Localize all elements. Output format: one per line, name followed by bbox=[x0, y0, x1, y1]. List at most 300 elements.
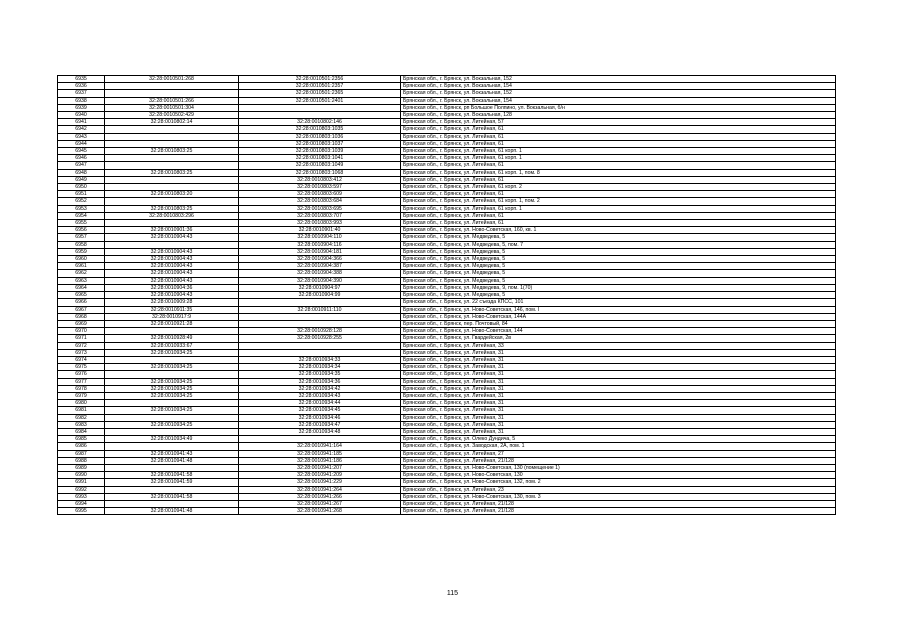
building-cadastral-cell bbox=[239, 320, 401, 327]
building-cadastral-cell: 32:28:0010803:1049 bbox=[239, 162, 401, 169]
row-number-cell: 6988 bbox=[58, 457, 105, 464]
row-number-cell: 6949 bbox=[58, 176, 105, 183]
row-number-cell: 6946 bbox=[58, 155, 105, 162]
table-row bbox=[58, 227, 836, 234]
table-row bbox=[58, 378, 836, 385]
address-cell: Брянская обл., г. Брянск, ул. Литейная, 61 bbox=[401, 212, 836, 219]
address-cell: Брянская обл., г. Брянск, ул. Литейная, 31 bbox=[401, 421, 836, 428]
row-number-cell: 6950 bbox=[58, 184, 105, 191]
building-cadastral-cell: 32:28:0010803:684 bbox=[239, 198, 401, 205]
address-cell: Брянская обл., г. Брянск, ул. Литейная, 31 bbox=[401, 371, 836, 378]
building-cadastral-cell: 32:28:0010941:267 bbox=[239, 500, 401, 507]
address-cell: Брянская обл., г. Брянск, ул. Вокзальная, 154 bbox=[401, 97, 836, 104]
address-cell: Брянская обл., г. Брянск, ул. Литейная, 27 bbox=[401, 450, 836, 457]
address-cell: Брянская обл., г. Брянск, ул. Литейная, 31 bbox=[401, 378, 836, 385]
land-plot-cadastral-cell bbox=[105, 176, 239, 183]
address-cell: Брянская обл., г. Брянск, ул. Заводская, 2А, пом. 1 bbox=[401, 443, 836, 450]
row-number-cell: 6972 bbox=[58, 342, 105, 349]
table-row bbox=[58, 133, 836, 140]
table-row bbox=[58, 198, 836, 205]
land-plot-cadastral-cell: 32:28:0010904:43 bbox=[105, 234, 239, 241]
building-cadastral-cell: 32:28:0010802:146 bbox=[239, 119, 401, 126]
building-cadastral-cell: 32:28:0010941:229 bbox=[239, 479, 401, 486]
row-number-cell: 6987 bbox=[58, 450, 105, 457]
building-cadastral-cell: 32:28:0010904:116 bbox=[239, 241, 401, 248]
table-row bbox=[58, 436, 836, 443]
building-cadastral-cell: 32:28:0010501:2357 bbox=[239, 83, 401, 90]
table-row bbox=[58, 299, 836, 306]
table-row bbox=[58, 155, 836, 162]
land-plot-cadastral-cell: 32:28:0010934:25 bbox=[105, 407, 239, 414]
land-plot-cadastral-cell: 32:28:0010802:14 bbox=[105, 119, 239, 126]
address-cell: Брянская обл., г. Брянск, ул. Литейная, 57 bbox=[401, 119, 836, 126]
table-row bbox=[58, 184, 836, 191]
table-row bbox=[58, 508, 836, 515]
address-cell: Брянская обл., г. Брянск, ул. Медведева, 5 bbox=[401, 234, 836, 241]
table-row bbox=[58, 320, 836, 327]
address-cell: Брянская обл., г. Брянск, ул. Медведева, 5 bbox=[401, 277, 836, 284]
row-number-cell: 6957 bbox=[58, 234, 105, 241]
row-number-cell: 6960 bbox=[58, 256, 105, 263]
table-row bbox=[58, 500, 836, 507]
land-plot-cadastral-cell bbox=[105, 198, 239, 205]
building-cadastral-cell bbox=[239, 299, 401, 306]
table-row bbox=[58, 457, 836, 464]
address-cell: Брянская обл., г. Брянск, ул. Медведева, 5 bbox=[401, 256, 836, 263]
table-row bbox=[58, 97, 836, 104]
land-plot-cadastral-cell bbox=[105, 356, 239, 363]
table-row bbox=[58, 169, 836, 176]
building-cadastral-cell bbox=[239, 104, 401, 111]
building-cadastral-cell: 32:28:0010904:181 bbox=[239, 248, 401, 255]
table-row bbox=[58, 356, 836, 363]
row-number-cell: 6976 bbox=[58, 371, 105, 378]
building-cadastral-cell: 32:28:0010904:390 bbox=[239, 277, 401, 284]
land-plot-cadastral-cell: 32:28:0010803:20 bbox=[105, 191, 239, 198]
address-cell: Брянская обл., г. Брянск, ул. Литейная, 31 bbox=[401, 400, 836, 407]
table-row bbox=[58, 126, 836, 133]
land-plot-cadastral-cell: 32:28:0010501:268 bbox=[105, 76, 239, 83]
address-cell: Брянская обл., г. Брянск, ул. Вокзальная, 128 bbox=[401, 112, 836, 119]
page-number: 115 bbox=[446, 590, 459, 597]
land-plot-cadastral-cell: 32:28:0010904:43 bbox=[105, 270, 239, 277]
building-cadastral-cell bbox=[239, 436, 401, 443]
table-row bbox=[58, 220, 836, 227]
building-cadastral-cell: 32:28:0010501:2365 bbox=[239, 90, 401, 97]
row-number-cell: 6971 bbox=[58, 335, 105, 342]
table-row bbox=[58, 421, 836, 428]
table-row bbox=[58, 140, 836, 147]
land-plot-cadastral-cell: 32:28:0010934:25 bbox=[105, 349, 239, 356]
address-cell: Брянская обл., г. Брянск, ул. Медведева, 9, пом. 1(70) bbox=[401, 284, 836, 291]
address-cell: Брянская обл., г. Брянск, ул. Олеко Дундича, 5 bbox=[401, 436, 836, 443]
building-cadastral-cell: 32:28:0010928:255 bbox=[239, 335, 401, 342]
building-cadastral-cell: 32:28:0010904:99 bbox=[239, 292, 401, 299]
row-number-cell: 6969 bbox=[58, 320, 105, 327]
building-cadastral-cell: 32:28:0010934:42 bbox=[239, 385, 401, 392]
address-cell: Брянская обл., г. Брянск, ул. Литейная, 31 bbox=[401, 414, 836, 421]
table-row bbox=[58, 212, 836, 219]
table-row bbox=[58, 472, 836, 479]
address-cell: Брянская обл., г. Брянск, ул. Ново-Советская, 132, пом. 2 bbox=[401, 479, 836, 486]
table-row bbox=[58, 486, 836, 493]
building-cadastral-cell bbox=[239, 349, 401, 356]
table-row bbox=[58, 464, 836, 471]
row-number-cell: 6994 bbox=[58, 500, 105, 507]
row-number-cell: 6961 bbox=[58, 263, 105, 270]
table-row bbox=[58, 407, 836, 414]
row-number-cell: 6958 bbox=[58, 241, 105, 248]
land-plot-cadastral-cell bbox=[105, 486, 239, 493]
land-plot-cadastral-cell: 32:28:0010934:25 bbox=[105, 421, 239, 428]
address-cell: Брянская обл., г. Брянск, ул. Ново-Советская, 144А bbox=[401, 313, 836, 320]
building-cadastral-cell: 32:28:0010941:264 bbox=[239, 486, 401, 493]
land-plot-cadastral-cell bbox=[105, 83, 239, 90]
building-cadastral-cell: 32:28:0010803:1068 bbox=[239, 169, 401, 176]
address-cell: Брянская обл., г. Брянск, ул. Литейная, 31 bbox=[401, 385, 836, 392]
land-plot-cadastral-cell: 32:28:0010803:25 bbox=[105, 148, 239, 155]
row-number-cell: 6974 bbox=[58, 356, 105, 363]
land-plot-cadastral-cell: 32:28:0010941:48 bbox=[105, 457, 239, 464]
row-number-cell: 6986 bbox=[58, 443, 105, 450]
table-row bbox=[58, 256, 836, 263]
building-cadastral-cell: 32:28:0010928:128 bbox=[239, 328, 401, 335]
land-plot-cadastral-cell bbox=[105, 90, 239, 97]
row-number-cell: 6955 bbox=[58, 220, 105, 227]
address-cell: Брянская обл., г. Брянск, ул. Гвардейская, 2в bbox=[401, 335, 836, 342]
row-number-cell: 6983 bbox=[58, 421, 105, 428]
address-cell: Брянская обл., г. Брянск, ул. Литейная, 31 bbox=[401, 349, 836, 356]
table-row bbox=[58, 104, 836, 111]
address-cell: Брянская обл., г. Брянск, ул. Литейная, 61 корп. 1, пом. 2 bbox=[401, 198, 836, 205]
address-cell: Брянская обл., г. Брянск, ул. Медведева, 5 bbox=[401, 292, 836, 299]
address-cell: Брянская обл., г. Брянск, ул. Ново-Советская, 146, пом. I bbox=[401, 306, 836, 313]
table-row bbox=[58, 119, 836, 126]
address-cell: Брянская обл., г. Брянск, ул. Литейная, 31 bbox=[401, 392, 836, 399]
building-cadastral-cell: 32:28:0010934:45 bbox=[239, 407, 401, 414]
building-cadastral-cell: 32:28:0010934:36 bbox=[239, 378, 401, 385]
row-number-cell: 6942 bbox=[58, 126, 105, 133]
land-plot-cadastral-cell: 32:28:0010941:48 bbox=[105, 508, 239, 515]
address-cell: Брянская обл., г. Брянск, рп Большое Полпино, ул. Вокзальная, б/н bbox=[401, 104, 836, 111]
land-plot-cadastral-cell: 32:28:0010921:28 bbox=[105, 320, 239, 327]
building-cadastral-cell: 32:28:0010803:707 bbox=[239, 212, 401, 219]
building-cadastral-cell: 32:28:0010934:35 bbox=[239, 371, 401, 378]
row-number-cell: 6975 bbox=[58, 364, 105, 371]
row-number-cell: 6967 bbox=[58, 306, 105, 313]
row-number-cell: 6939 bbox=[58, 104, 105, 111]
address-cell: Брянская обл., г. Брянск, ул. Литейная, 61 bbox=[401, 162, 836, 169]
building-cadastral-cell: 32:28:0010803:412 bbox=[239, 176, 401, 183]
row-number-cell: 6978 bbox=[58, 385, 105, 392]
row-number-cell: 6995 bbox=[58, 508, 105, 515]
address-cell: Брянская обл., г. Брянск, ул. Литейная, 61 корп. 2 bbox=[401, 184, 836, 191]
table-row bbox=[58, 277, 836, 284]
land-plot-cadastral-cell: 32:28:0010901:36 bbox=[105, 227, 239, 234]
address-cell: Брянская обл., г. Брянск, ул. Вокзальная, 152 bbox=[401, 90, 836, 97]
row-number-cell: 6992 bbox=[58, 486, 105, 493]
table-row bbox=[58, 450, 836, 457]
row-number-cell: 6953 bbox=[58, 205, 105, 212]
building-cadastral-cell: 32:28:0010934:34 bbox=[239, 364, 401, 371]
address-cell: Брянская обл., г. Брянск, ул. Литейная, 31 bbox=[401, 364, 836, 371]
address-cell: Брянская обл., г. Брянск, пер. Почтовый, 84 bbox=[401, 320, 836, 327]
building-cadastral-cell: 32:28:0010803:597 bbox=[239, 184, 401, 191]
table-row bbox=[58, 392, 836, 399]
row-number-cell: 6977 bbox=[58, 378, 105, 385]
land-plot-cadastral-cell bbox=[105, 184, 239, 191]
building-cadastral-cell: 32:28:0010941:207 bbox=[239, 464, 401, 471]
building-cadastral-cell: 32:28:0010803:993 bbox=[239, 220, 401, 227]
building-cadastral-cell: 32:28:0010803:1036 bbox=[239, 133, 401, 140]
table-row bbox=[58, 371, 836, 378]
building-cadastral-cell: 32:28:0010934:33 bbox=[239, 356, 401, 363]
registry-table-body bbox=[58, 76, 836, 515]
building-cadastral-cell: 32:28:0010941:266 bbox=[239, 493, 401, 500]
building-cadastral-cell bbox=[239, 342, 401, 349]
building-cadastral-cell: 32:28:0010904:97 bbox=[239, 284, 401, 291]
address-cell: Брянская обл., г. Брянск, ул. Литейная, 21/128 bbox=[401, 508, 836, 515]
address-cell: Брянская обл., г. Брянск, ул. Ново-Советская, 160, кв. 1 bbox=[401, 227, 836, 234]
address-cell: Брянская обл., г. Брянск, ул. Литейная, 61 корп. 1 bbox=[401, 155, 836, 162]
land-plot-cadastral-cell bbox=[105, 428, 239, 435]
row-number-cell: 6985 bbox=[58, 436, 105, 443]
address-cell: Брянская обл., г. Брянск, ул. Литейная, 21/128 bbox=[401, 500, 836, 507]
address-cell: Брянская обл., г. Брянск, ул. Ново-Советская, 144 bbox=[401, 328, 836, 335]
table-row bbox=[58, 335, 836, 342]
building-cadastral-cell: 32:28:0010904:366 bbox=[239, 256, 401, 263]
row-number-cell: 6945 bbox=[58, 148, 105, 155]
address-cell: Брянская обл., г. Брянск, ул. Медведева, 5 bbox=[401, 248, 836, 255]
address-cell: Брянская обл., г. Брянск, ул. Литейная, 61 bbox=[401, 140, 836, 147]
address-cell: Брянская обл., г. Брянск, ул. Литейная, 33 bbox=[401, 342, 836, 349]
address-cell: Брянская обл., г. Брянск, ул. Литейная, 61 корп. 1, пом. 8 bbox=[401, 169, 836, 176]
table-row bbox=[58, 313, 836, 320]
address-cell: Брянская обл., г. Брянск, ул. Литейная, 21/128 bbox=[401, 457, 836, 464]
building-cadastral-cell bbox=[239, 112, 401, 119]
building-cadastral-cell: 32:28:0010941:186 bbox=[239, 457, 401, 464]
building-cadastral-cell: 32:28:0010904:110 bbox=[239, 234, 401, 241]
table-row bbox=[58, 414, 836, 421]
land-plot-cadastral-cell bbox=[105, 241, 239, 248]
address-cell: Брянская обл., г. Брянск, ул. Литейная, 31 bbox=[401, 356, 836, 363]
building-cadastral-cell: 32:28:0010904:388 bbox=[239, 270, 401, 277]
row-number-cell: 6982 bbox=[58, 414, 105, 421]
address-cell: Брянская обл., г. Брянск, ул. Литейная, 61 bbox=[401, 191, 836, 198]
registry-table bbox=[57, 75, 836, 515]
table-row bbox=[58, 306, 836, 313]
row-number-cell: 6948 bbox=[58, 169, 105, 176]
table-row bbox=[58, 400, 836, 407]
table-row bbox=[58, 241, 836, 248]
address-cell: Брянская обл., г. Брянск, ул. Ново-Советская, 130 (помещение 1) bbox=[401, 464, 836, 471]
building-cadastral-cell: 32:28:0010941:185 bbox=[239, 450, 401, 457]
address-cell: Брянская обл., г. Брянск, ул. Литейная, 31 bbox=[401, 428, 836, 435]
land-plot-cadastral-cell: 32:28:0010502:429 bbox=[105, 112, 239, 119]
land-plot-cadastral-cell: 32:28:0010803:25 bbox=[105, 205, 239, 212]
address-cell: Брянская обл., г. Брянск, ул. Медведева, 5, пом. 7 bbox=[401, 241, 836, 248]
building-cadastral-cell: 32:28:0010803:1035 bbox=[239, 126, 401, 133]
land-plot-cadastral-cell: 32:28:0010803:25 bbox=[105, 169, 239, 176]
row-number-cell: 6990 bbox=[58, 472, 105, 479]
table-row bbox=[58, 148, 836, 155]
address-cell: Брянская обл., г. Брянск, ул. Литейная, 23 bbox=[401, 486, 836, 493]
table-row bbox=[58, 493, 836, 500]
building-cadastral-cell: 32:28:0010501:2356 bbox=[239, 76, 401, 83]
address-cell: Брянская обл., г. Брянск, ул. Литейная, 61 корп. 1 bbox=[401, 148, 836, 155]
land-plot-cadastral-cell bbox=[105, 155, 239, 162]
row-number-cell: 6993 bbox=[58, 493, 105, 500]
table-row bbox=[58, 328, 836, 335]
building-cadastral-cell: 32:28:0010934:46 bbox=[239, 414, 401, 421]
land-plot-cadastral-cell: 32:28:0010934:25 bbox=[105, 385, 239, 392]
row-number-cell: 6938 bbox=[58, 97, 105, 104]
row-number-cell: 6935 bbox=[58, 76, 105, 83]
land-plot-cadastral-cell bbox=[105, 220, 239, 227]
table-row bbox=[58, 270, 836, 277]
row-number-cell: 6944 bbox=[58, 140, 105, 147]
building-cadastral-cell: 32:28:0010803:1039 bbox=[239, 148, 401, 155]
table-row bbox=[58, 292, 836, 299]
row-number-cell: 6937 bbox=[58, 90, 105, 97]
table-row bbox=[58, 342, 836, 349]
land-plot-cadastral-cell: 32:28:0010941:58 bbox=[105, 493, 239, 500]
land-plot-cadastral-cell bbox=[105, 126, 239, 133]
land-plot-cadastral-cell: 32:28:0010933:67 bbox=[105, 342, 239, 349]
building-cadastral-cell: 32:28:0010934:48 bbox=[239, 428, 401, 435]
building-cadastral-cell: 32:28:0010901:40 bbox=[239, 227, 401, 234]
address-cell: Брянская обл., г. Брянск, ул. Литейная, 61 корп. 1 bbox=[401, 205, 836, 212]
table-row bbox=[58, 234, 836, 241]
row-number-cell: 6954 bbox=[58, 212, 105, 219]
land-plot-cadastral-cell: 32:28:0010941:59 bbox=[105, 479, 239, 486]
table-row bbox=[58, 76, 836, 83]
land-plot-cadastral-cell: 32:28:0010904:43 bbox=[105, 277, 239, 284]
table-row bbox=[58, 176, 836, 183]
land-plot-cadastral-cell: 32:28:0010941:43 bbox=[105, 450, 239, 457]
row-number-cell: 6951 bbox=[58, 191, 105, 198]
land-plot-cadastral-cell bbox=[105, 464, 239, 471]
land-plot-cadastral-cell bbox=[105, 400, 239, 407]
table-row bbox=[58, 191, 836, 198]
land-plot-cadastral-cell: 32:28:0010934:25 bbox=[105, 364, 239, 371]
row-number-cell: 6973 bbox=[58, 349, 105, 356]
land-plot-cadastral-cell bbox=[105, 140, 239, 147]
land-plot-cadastral-cell bbox=[105, 414, 239, 421]
building-cadastral-cell: 32:28:0010803:1037 bbox=[239, 140, 401, 147]
row-number-cell: 6947 bbox=[58, 162, 105, 169]
row-number-cell: 6940 bbox=[58, 112, 105, 119]
table-row bbox=[58, 385, 836, 392]
address-cell: Брянская обл., г. Брянск, ул. Вокзальная, 152 bbox=[401, 76, 836, 83]
building-cadastral-cell: 32:28:0010803:1041 bbox=[239, 155, 401, 162]
land-plot-cadastral-cell bbox=[105, 162, 239, 169]
table-row bbox=[58, 248, 836, 255]
row-number-cell: 6963 bbox=[58, 277, 105, 284]
table-row bbox=[58, 284, 836, 291]
building-cadastral-cell: 32:28:0010941:164 bbox=[239, 443, 401, 450]
building-cadastral-cell: 32:28:0010803:609 bbox=[239, 191, 401, 198]
land-plot-cadastral-cell: 32:28:0010904:43 bbox=[105, 292, 239, 299]
table-row bbox=[58, 428, 836, 435]
building-cadastral-cell: 32:28:0010501:2401 bbox=[239, 97, 401, 104]
address-cell: Брянская обл., г. Брянск, ул. Литейная, 61 bbox=[401, 126, 836, 133]
land-plot-cadastral-cell: 32:28:0010904:43 bbox=[105, 256, 239, 263]
land-plot-cadastral-cell bbox=[105, 328, 239, 335]
row-number-cell: 6970 bbox=[58, 328, 105, 335]
row-number-cell: 6966 bbox=[58, 299, 105, 306]
row-number-cell: 6989 bbox=[58, 464, 105, 471]
table-row bbox=[58, 162, 836, 169]
building-cadastral-cell: 32:28:0010934:43 bbox=[239, 392, 401, 399]
building-cadastral-cell: 32:28:0010941:268 bbox=[239, 508, 401, 515]
row-number-cell: 6968 bbox=[58, 313, 105, 320]
row-number-cell: 6964 bbox=[58, 284, 105, 291]
land-plot-cadastral-cell: 32:28:0010803:296 bbox=[105, 212, 239, 219]
land-plot-cadastral-cell bbox=[105, 500, 239, 507]
row-number-cell: 6956 bbox=[58, 227, 105, 234]
address-cell: Брянская обл., г. Брянск, ул. Вокзальная, 154 bbox=[401, 83, 836, 90]
building-cadastral-cell bbox=[239, 313, 401, 320]
row-number-cell: 6991 bbox=[58, 479, 105, 486]
row-number-cell: 6952 bbox=[58, 198, 105, 205]
row-number-cell: 6981 bbox=[58, 407, 105, 414]
table-row bbox=[58, 83, 836, 90]
row-number-cell: 6979 bbox=[58, 392, 105, 399]
table-row bbox=[58, 112, 836, 119]
land-plot-cadastral-cell: 32:28:0010904:43 bbox=[105, 248, 239, 255]
land-plot-cadastral-cell: 32:28:0010934:25 bbox=[105, 392, 239, 399]
building-cadastral-cell: 32:28:0010941:209 bbox=[239, 472, 401, 479]
building-cadastral-cell: 32:28:0010904:387 bbox=[239, 263, 401, 270]
table-row bbox=[58, 479, 836, 486]
land-plot-cadastral-cell: 32:28:0010941:58 bbox=[105, 472, 239, 479]
address-cell: Брянская обл., г. Брянск, ул. Медведева, 5 bbox=[401, 270, 836, 277]
row-number-cell: 6980 bbox=[58, 400, 105, 407]
land-plot-cadastral-cell bbox=[105, 443, 239, 450]
address-cell: Брянская обл., г. Брянск, ул. Литейная, 61 bbox=[401, 220, 836, 227]
building-cadastral-cell: 32:28:0010803:695 bbox=[239, 205, 401, 212]
address-cell: Брянская обл., г. Брянск, ул. 22 съезда КПСС, 101 bbox=[401, 299, 836, 306]
land-plot-cadastral-cell: 32:28:0010928:49 bbox=[105, 335, 239, 342]
table-row bbox=[58, 443, 836, 450]
address-cell: Брянская обл., г. Брянск, ул. Ново-Советская, 130, пом. 3 bbox=[401, 493, 836, 500]
table-row bbox=[58, 349, 836, 356]
row-number-cell: 6959 bbox=[58, 248, 105, 255]
land-plot-cadastral-cell bbox=[105, 371, 239, 378]
land-plot-cadastral-cell: 32:28:0010904:36 bbox=[105, 284, 239, 291]
table-row bbox=[58, 205, 836, 212]
address-cell: Брянская обл., г. Брянск, ул. Литейная, 61 bbox=[401, 176, 836, 183]
land-plot-cadastral-cell bbox=[105, 133, 239, 140]
address-cell: Брянская обл., г. Брянск, ул. Медведева, 5 bbox=[401, 263, 836, 270]
land-plot-cadastral-cell: 32:28:0010934:25 bbox=[105, 378, 239, 385]
address-cell: Брянская обл., г. Брянск, ул. Литейная, 61 bbox=[401, 133, 836, 140]
row-number-cell: 6943 bbox=[58, 133, 105, 140]
table-row bbox=[58, 263, 836, 270]
row-number-cell: 6936 bbox=[58, 83, 105, 90]
land-plot-cadastral-cell: 32:28:0010911:35 bbox=[105, 306, 239, 313]
address-cell: Брянская обл., г. Брянск, ул. Литейная, 31 bbox=[401, 407, 836, 414]
land-plot-cadastral-cell: 32:28:0010501:266 bbox=[105, 97, 239, 104]
building-cadastral-cell: 32:28:0010911:110 bbox=[239, 306, 401, 313]
land-plot-cadastral-cell: 32:28:0010904:43 bbox=[105, 263, 239, 270]
land-plot-cadastral-cell: 32:28:0010917:9 bbox=[105, 313, 239, 320]
land-plot-cadastral-cell: 32:28:0010909:28 bbox=[105, 299, 239, 306]
building-cadastral-cell: 32:28:0010934:44 bbox=[239, 400, 401, 407]
row-number-cell: 6962 bbox=[58, 270, 105, 277]
land-plot-cadastral-cell: 32:28:0010501:304 bbox=[105, 104, 239, 111]
